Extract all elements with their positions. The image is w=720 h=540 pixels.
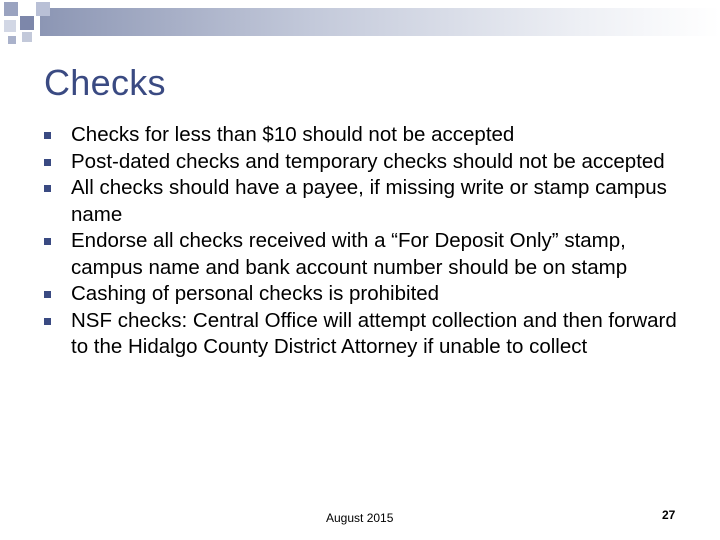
bullet-text: NSF checks: Central Office will attempt collection and then forward to the Hidalgo County District Attorney if unable to collect xyxy=(71,308,677,358)
bullet-list xyxy=(44,122,684,361)
bullet-square-icon xyxy=(44,318,51,325)
bullet-item xyxy=(44,228,684,281)
bullet-text: All checks should have a payee, if missing write or stamp campus name xyxy=(71,176,667,226)
bullet-text: Cashing of personal checks is prohibited xyxy=(71,282,440,305)
bullet-square-icon xyxy=(44,159,51,166)
bullet-text: Endorse all checks received with a “For Deposit Only” stamp, campus name and bank account number should be on stamp xyxy=(71,229,628,279)
bullet-item xyxy=(44,281,684,308)
bullet-square-icon xyxy=(44,291,51,298)
page-number: 27 xyxy=(662,508,676,522)
bullet-text: Checks for less than $10 should not be accepted xyxy=(71,123,515,146)
decor-square xyxy=(36,2,50,16)
slide-title: Checks xyxy=(44,62,166,103)
bullet-text: Post-dated checks and temporary checks should not be accepted xyxy=(71,149,665,173)
bullet-item xyxy=(44,175,684,228)
bullet-item xyxy=(44,149,684,176)
decor-square xyxy=(8,36,16,44)
decor-square xyxy=(22,32,32,42)
bullet-item xyxy=(44,122,684,149)
header-gradient-band xyxy=(40,8,720,36)
decor-square xyxy=(20,16,34,30)
decor-square xyxy=(4,2,18,16)
footer-date: August 2015 xyxy=(326,511,394,525)
header-decoration xyxy=(0,0,720,60)
bullet-square-icon xyxy=(44,185,51,192)
bullet-item xyxy=(44,308,684,361)
bullet-square-icon xyxy=(44,132,51,139)
bullet-square-icon xyxy=(44,238,51,245)
decor-square xyxy=(4,20,16,32)
